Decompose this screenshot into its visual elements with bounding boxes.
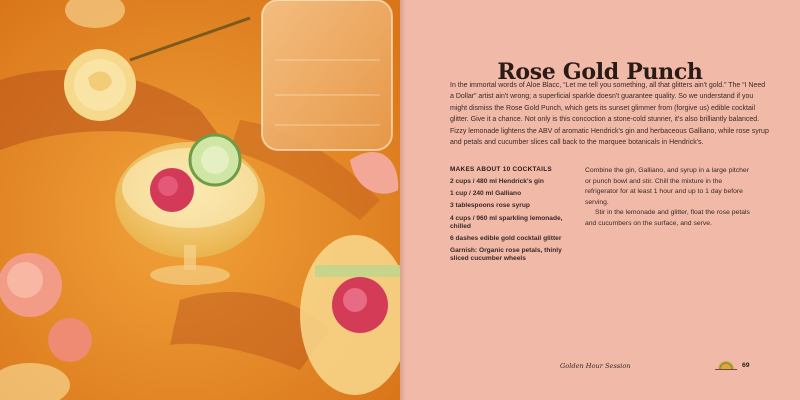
method-step: Combine the gin, Galliano, and syrup in a large pitcher or punch bowl and stir. Chill the mixture in the refrigerator for at least 1 hour and up to 1 day before serving. <box>585 167 749 206</box>
method-column <box>585 166 755 230</box>
ingredient-item: 3 tablespoons rose syrup <box>450 202 530 210</box>
sunset-icon <box>715 359 737 370</box>
ingredient-list <box>450 178 570 243</box>
ingredient-item: 4 cups / 960 ml sparkling lemonade, chilled <box>450 214 563 230</box>
running-head: Golden Hour Session <box>560 362 631 370</box>
method-step: Stir in the lemonade and glitter, float the rose petals and cucumbers on the surface, and serve. <box>585 209 750 227</box>
ingredient-item: 1 cup / 240 ml Galliano <box>450 190 522 198</box>
ingredient-item: 6 dashes edible gold cocktail glitter <box>450 235 562 243</box>
recipe-title: Rose Gold Punch <box>497 58 703 85</box>
yield-label: MAKES ABOUT 10 COCKTAILS <box>450 166 552 173</box>
ingredient-item: 2 cups / 480 ml Hendrick's gin <box>450 178 544 185</box>
page-number: 69 <box>742 362 750 369</box>
garnish-note: Garnish: Organic rose petals, thinly sliced cucumber wheels <box>450 247 562 263</box>
recipe-page <box>400 0 800 400</box>
recipe-intro: In the immortal words of Aloe Blacc, “Let me tell you something, all that glitters ain't gold.” The “I Need a Dollar” artist ain't wrong; a superficial sparkle doesn't guarantee quality. So we understand if you might dismiss the Rose Gold Punch, which gets its sunset glimmer from (forgive us) edible cocktail glitter. Give it a chance. Not only is this concoction a stone-cold stunner, it's also brilliantly balanced. Fizzy lemonade lightens the ABV of aromatic Hendrick's gin and herbaceous Galliano, while rose syrup and petals and cucumber slices call back to the marquee botanicals in Hendrick's. <box>450 82 769 147</box>
ingredients-column <box>450 166 570 264</box>
